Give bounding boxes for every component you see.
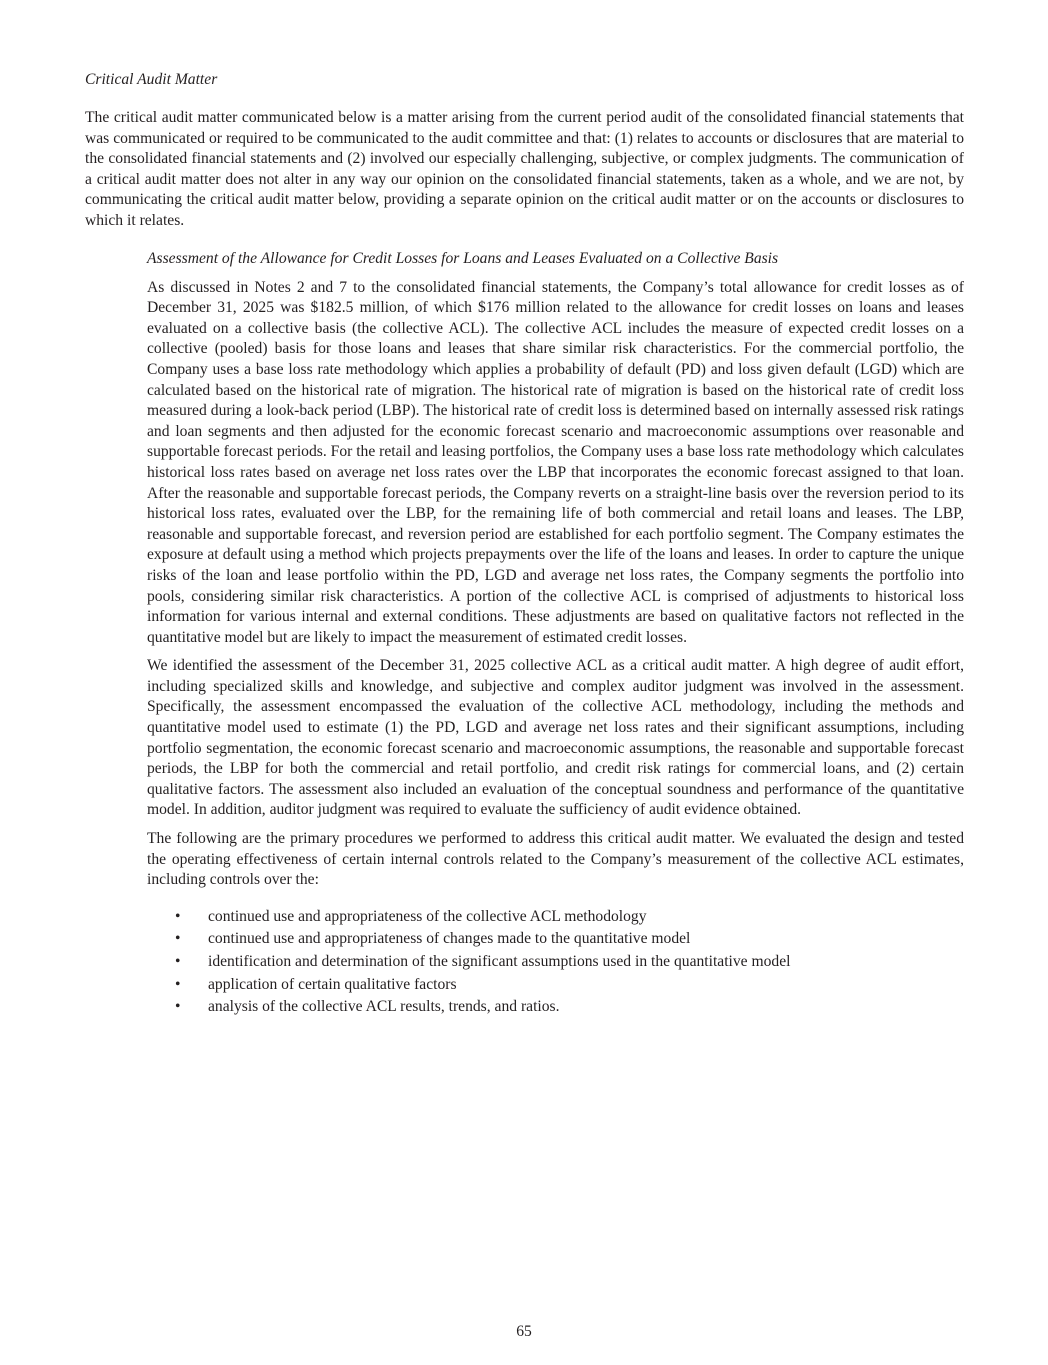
- bullet-icon: •: [175, 953, 181, 970]
- procedures-list: [147, 907, 964, 1018]
- procedure-text: continued use and appropriateness of changes made to the quantitative model: [208, 930, 691, 948]
- intro-paragraph: The critical audit matter communicated below is a matter arising from the current period audit of the consolidated financial statements that was communicated or required to be communicated to the audit committee and that: (1) relates to accounts or disclosures that are material to the consolidated financial statements and (2) involved our especially challenging, subjective, or complex judgments. The communication of a critical audit matter does not alter in any way our opinion on the consolidated financial statements, taken as a whole, and we are not, by communicating the critical audit matter below, providing a separate opinion on the critical audit matter or on the accounts or disclosures to which it relates.: [85, 109, 964, 229]
- list-item: [147, 997, 964, 1018]
- cam-paragraph-description: As discussed in Notes 2 and 7 to the consolidated financial statements, the Company’s total allowance for credit losses as of December 31, 2025 was $182.5 million, of which $176 million related to the allowance for credit losses on loans and leases evaluated on a collective basis (the collective ACL). The collective ACL includes the measure of expected credit losses on a collective (pooled) basis for those loans and leases that share similar risk characteristics. For the commercial portfolio, the Company uses a base loss rate methodology which applies a probability of default (PD) and loss given default (LGD) which are calculated based on the historical rate of migration. The historical rate of migration is based on the historical rate of credit loss measured during a look-back period (LBP). The historical rate of credit loss is determined based on internally assessed risk ratings and loan segments and then adjusted for the economic forecast scenario and macroeconomic assumptions over reasonable and supportable forecast periods. For the retail and leasing portfolios, the Company uses a base loss rate methodology which calculates historical loss rates based on average net loss rates over the LBP that incorporates the economic forecast assigned to that loan. After the reasonable and supportable forecast periods, the Company reverts on a straight-line basis over the reversion period to its historical loss rates, evaluated over the LBP, for the remaining life of both commercial and retail loans and leases. The LBP, reasonable and supportable forecast, and reversion period are established for each portfolio segment. The Company estimates the exposure at default using a method which projects prepayments over the life of the loans and leases. In order to capture the unique risks of the loan and lease portfolio within the PD, LGD and average net loss rates, the Company segments the portfolio into pools, considering similar risk characteristics. A portion of the collective ACL is comprised of adjustments to historical loss information for various internal and external conditions. These adjustments are based on qualitative factors not reflected in the quantitative model but are likely to impact the measurement of estimated credit losses.: [147, 278, 964, 646]
- cam-paragraph-procedures-intro: The following are the primary procedures we performed to address this critical audit matter. We evaluated the design and tested the operating effectiveness of certain internal controls related to the Company’s measurement of the collective ACL estimates, including controls over the:: [147, 830, 964, 889]
- procedure-text: continued use and appropriateness of the collective ACL methodology: [208, 907, 647, 925]
- list-item: [147, 907, 964, 928]
- list-item: [147, 929, 964, 950]
- bullet-icon: •: [175, 907, 181, 925]
- procedure-text: analysis of the collective ACL results, trends, and ratios.: [208, 998, 560, 1016]
- list-item: [147, 952, 964, 973]
- critical-audit-matter-block: [147, 249, 964, 1020]
- section-heading: Critical Audit Matter: [85, 71, 218, 88]
- procedure-text: application of certain qualitative factors: [208, 975, 457, 993]
- bullet-icon: •: [175, 930, 181, 948]
- page-number: 65: [516, 1323, 532, 1340]
- cam-paragraph-identification: We identified the assessment of the December 31, 2025 collective ACL as a critical audit matter. A high degree of audit effort, including specialized skills and knowledge, and subjective and complex auditor judgment was involved in the assessment. Specifically, the assessment encompassed the evaluation of the collective ACL methodology, including the methods and quantitative model used to estimate (1) the PD, LGD and average net loss rates and their significant assumptions, including portfolio segmentation, the economic forecast scenario and macroeconomic assumptions, the reasonable and supportable forecast periods, the LBP for both the commercial and retail portfolio, and credit risk ratings for commercial loans, and (2) certain qualitative factors. The assessment also included an evaluation of the conceptual soundness and performance of the quantitative model. In addition, auditor judgment was required to evaluate the sufficiency of audit evidence obtained.: [147, 657, 964, 819]
- procedure-text: identification and determination of the significant assumptions used in the quantitative model: [208, 953, 791, 970]
- list-item: [147, 975, 964, 996]
- bullet-icon: •: [175, 975, 181, 993]
- bullet-icon: •: [175, 998, 181, 1016]
- cam-title: Assessment of the Allowance for Credit Losses for Loans and Leases Evaluated on a Collective Basis: [147, 250, 779, 267]
